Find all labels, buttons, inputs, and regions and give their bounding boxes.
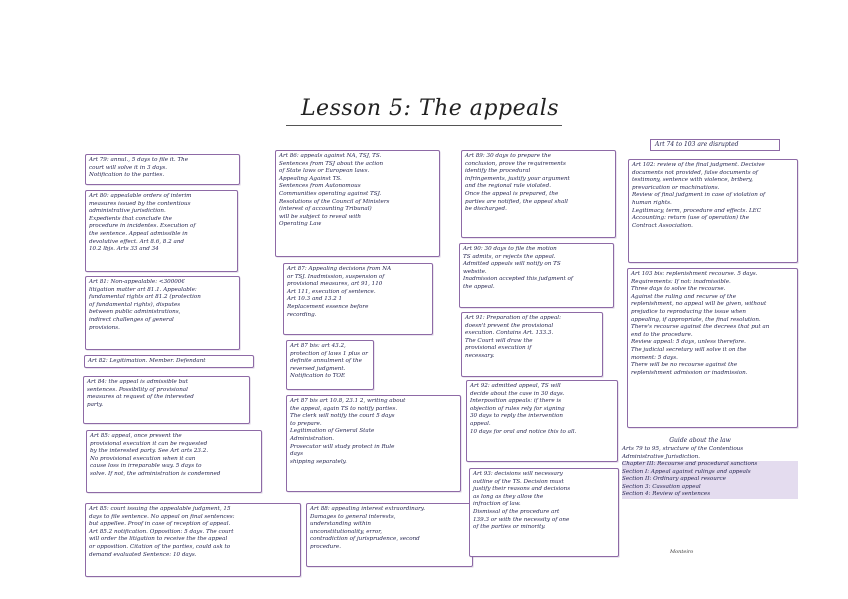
note-line: by the interested party. See Art arts 23.2. <box>90 448 209 455</box>
note-line: Prosecutor will study protect in Rule <box>290 443 395 450</box>
note-line: be discharged. <box>465 206 507 213</box>
note-line: replenishment admission or inadmission. <box>631 369 748 376</box>
note-art-80 <box>85 190 238 272</box>
note-line: appealing, if appropriate, the final resolution. <box>631 316 761 323</box>
note-line: or TSJ. Inadmission, suspension of <box>287 273 385 280</box>
note-line: Legitimation of General State <box>290 428 375 435</box>
note-line: conclusion, prove the requirements <box>465 160 566 167</box>
note-line: procedure in incidentes. Execution of <box>89 223 196 230</box>
guide-item: Section II: Ordinary appeal resource <box>622 476 798 484</box>
note-line: Art 86: appeals against NA, TSJ, TS. <box>279 153 382 159</box>
note-line: Damages to general interests, <box>310 513 396 520</box>
law-guide-list <box>622 446 798 499</box>
note-line: Art 103 bis: replenishment recourse. 5 days. <box>631 271 758 277</box>
guide-item: Arts 79 to 95, structure of the Contentious <box>622 446 744 452</box>
note-line: Art 85: appeal, once present the <box>90 433 182 439</box>
note-line: or opposition. Citation of the parties, could ask to <box>89 543 231 550</box>
note-line: Legitimacy, term, procedure and effects. LEC <box>632 207 762 214</box>
note-line: devolutive effect. Art 8.6, 8.2 and <box>89 238 185 245</box>
note-art-102 <box>628 159 798 263</box>
note-line: Dismissal of the procedure art <box>473 508 560 515</box>
note-line: Art 85.2 notification. Opposition: 5 days. The court <box>89 528 234 535</box>
note-line: recording. <box>287 311 317 318</box>
note-art-90 <box>459 243 614 308</box>
note-line: provisional execution if <box>465 345 532 352</box>
title-underline <box>286 125 562 126</box>
note-line: the sentence. Appeal admissible in <box>89 230 188 237</box>
note-line: the appeal, again TS to notify parties. <box>290 405 398 412</box>
note-line: Art 79: annul., 5 days to file it. The <box>89 157 189 163</box>
note-line: No provisional execution when it can <box>90 455 196 462</box>
note-line: Replacement essence before <box>287 303 369 310</box>
note-line: Interposition appeals: if there is <box>470 398 562 405</box>
note-line: protection of laws 1 plus or <box>290 350 368 357</box>
note-line: Sentences from Autonomous <box>279 183 361 190</box>
note-line: provisional execution it can be requested <box>90 440 208 447</box>
guide-item: Administrative Jurisdiction. <box>622 453 700 460</box>
note-line: human rights. <box>632 199 672 206</box>
note-art-92 <box>466 380 618 462</box>
note-art-89 <box>461 150 616 238</box>
guide-title: Guide about the law <box>669 437 731 444</box>
note-line: 30 days to reply the intervention <box>470 413 563 420</box>
note-line: Art 87: Appealing decisions from NA <box>287 266 392 272</box>
note-line: objection of rules rely for signing <box>470 405 565 412</box>
note-line: Against the ruling and recurse of the <box>631 293 737 300</box>
note-line: Administration. <box>290 435 335 442</box>
note-line: Art 82: Legitimation. Member. Defendant <box>88 358 206 364</box>
note-line: Appealing Against TS. <box>279 175 342 182</box>
disrupted-articles-badge: Art 74 to 103 are disrupted <box>650 139 780 151</box>
note-line: measures at request of the interested <box>87 394 194 401</box>
note-art-84 <box>83 376 250 424</box>
note-line: procedure. <box>310 543 342 550</box>
note-line: Admitted appeals will notify on TS <box>463 261 561 268</box>
note-line: provisions. <box>89 324 120 331</box>
note-line: reversed judgment. <box>290 365 346 372</box>
note-art-79 <box>85 154 240 185</box>
note-line: court will solve it in 3 days. <box>89 164 168 171</box>
note-line: Art 80: appealable orders of interim <box>89 193 192 199</box>
note-art-87-bis-writing <box>286 395 461 492</box>
note-line: cause loss in irreparable way. 5 days to <box>90 463 202 470</box>
note-line: Art 81: Non-appealable: <30000€ <box>89 279 185 285</box>
note-line: unconstitutionality, error, <box>310 528 383 535</box>
note-line: Art 90: 30 days to file the motion <box>463 246 557 252</box>
note-art-103-bis <box>627 268 798 428</box>
note-line: Notification to the parties. <box>89 172 165 179</box>
note-line: 139.3 or with the necessity of one <box>473 516 570 523</box>
note-line: decide about the case in 30 days. <box>470 390 565 397</box>
note-line: outline of the TS. Decision must <box>473 478 564 485</box>
note-line: Requirements: If not: inadmissible. <box>631 278 731 285</box>
note-line: Art 10.3 and 13.2 1 <box>287 296 343 303</box>
note-art-86 <box>275 150 440 257</box>
note-line: between public administrations, <box>89 309 181 316</box>
note-line: of fundamental rights), disputes <box>89 301 181 308</box>
note-art-93 <box>469 468 619 557</box>
note-art-87-bis <box>286 340 374 390</box>
note-line: There will be no recourse against the <box>631 362 738 369</box>
guide-item: Section 4: Review of sentences <box>622 491 798 499</box>
note-art-85-filing <box>85 503 301 577</box>
note-line: Art 91: Preparation of the appeal: <box>465 315 561 321</box>
note-line: The Court will draw the <box>465 337 533 344</box>
note-line: end to the procedure. <box>631 331 693 338</box>
note-line: definite annulment of the <box>290 358 362 365</box>
note-line: The judicial secretary will solve it on the <box>631 346 747 353</box>
note-line: Resolutions of the Council of Ministers <box>279 198 390 205</box>
note-line: administrative jurisdiction. <box>89 208 166 215</box>
note-line: Art 93: decisions will necessary <box>473 471 563 477</box>
note-line: documents not provided, false documents of <box>632 169 758 176</box>
note-line: contradiction of jurisprudence, second <box>310 536 420 543</box>
note-line: infraction of law. <box>473 501 521 508</box>
note-art-87 <box>283 263 433 335</box>
note-line: Art 102: review of the final judgment. Decisive <box>632 162 765 168</box>
guide-item: Chapter III: Recourse and procedural sanctions <box>622 461 798 469</box>
note-line: days to file sentence. No appeal on final sentences: <box>89 513 235 520</box>
note-line: The clerk will notify the court 5 days <box>290 413 395 420</box>
note-line: Operating Law <box>279 221 322 228</box>
note-line: Art 111, execution of sentence. <box>287 288 376 295</box>
note-line: Art 89: 30 days to prepare the <box>465 153 551 159</box>
note-line: necessary. <box>465 352 495 359</box>
note-line: Review appeal: 5 days, unless therefore. <box>631 339 746 346</box>
note-line: days <box>290 451 303 458</box>
note-line: to prepare. <box>290 420 322 427</box>
note-line: and the regional rule violated. <box>465 183 551 190</box>
note-line: execution. Contains Art. 133.3. <box>465 330 554 337</box>
note-line: 10.2 lbjs. Arts 33 and 34 <box>89 246 159 253</box>
note-line: of State laws or European laws. <box>279 168 370 175</box>
note-line: appeal. <box>470 420 491 427</box>
note-line: indirect challenges of general <box>89 316 174 323</box>
note-line: moment: 5 days. <box>631 354 678 361</box>
note-art-88 <box>306 503 473 567</box>
note-line: Art 87 bis art 10.8, 23.1 2, writing about <box>290 398 406 404</box>
note-line: infringements, justify your argument <box>465 175 570 182</box>
note-line: provisional measures, art 91, 110 <box>287 281 383 288</box>
note-line: Expedients that conclude the <box>89 215 172 222</box>
note-line: Art 87 bis: art 43.2, <box>290 343 346 349</box>
guide-item: Section I: Appeal against rulings and appeals <box>622 469 798 477</box>
note-line: will order the litigation to receive the the appeal <box>89 536 228 543</box>
note-line: fundamental rights art 81.2 (protection <box>89 294 201 301</box>
note-art-91 <box>461 312 603 377</box>
note-line: Accounting: return (use of operation) the <box>632 215 750 222</box>
note-art-81 <box>85 276 240 350</box>
note-line: as long as they allow the <box>473 493 544 500</box>
note-line: identify the procedural <box>465 168 531 175</box>
note-line: measures issued by the contentious <box>89 200 191 207</box>
note-line: Art 92: admitted appeal, TS will <box>470 383 561 389</box>
note-line: prejudice to reproducing the issue when <box>631 308 747 315</box>
note-line: Three days to solve the recourse. <box>631 286 726 293</box>
page-title: Lesson 5: The appeals <box>300 96 560 121</box>
note-line: (interest of accounting Tribunal) <box>279 206 372 213</box>
note-line: demand evaluated Sentence: 10 days. <box>89 551 197 558</box>
note-line: Inadmission accepted this judgment of <box>463 276 573 283</box>
note-line: will be subject to reveal with <box>279 213 362 220</box>
note-line: solve. If not, the administration is condemned <box>90 470 221 477</box>
note-line: replenishment, no appeal will be given, without <box>631 301 767 308</box>
note-line: TS admits, or rejects the appeal. <box>463 253 556 260</box>
note-line: the appeal. <box>463 283 495 290</box>
note-line: Sentences from TSJ about the action <box>279 160 384 167</box>
note-line: of the parties or minority. <box>473 524 546 531</box>
note-line: parties are notified, the appeal shall <box>465 198 568 205</box>
note-line: There's recourse against the decrees that put an <box>631 324 770 331</box>
note-line: but appellee. Proof in case of reception of appeal. <box>89 521 231 528</box>
note-line: understanding within <box>310 521 371 528</box>
note-line: Communities operating against TSJ. <box>279 190 382 197</box>
note-line: Review of final judgment in case of violation of <box>632 192 766 199</box>
note-art-82 <box>84 355 254 368</box>
note-line: website. <box>463 268 487 275</box>
note-line: Once the appeal is prepared, the <box>465 190 559 197</box>
note-line: litigation matter art 81.1. Appealable: <box>89 286 197 293</box>
note-line: party. <box>87 401 104 408</box>
note-art-85 <box>86 430 262 493</box>
author-signature: Monteiro <box>670 549 694 555</box>
note-line: Art 88: appealing interest extraordinary. <box>310 506 425 512</box>
note-line: shipping separately. <box>290 458 347 465</box>
note-line: doesn't prevent the provisional <box>465 322 554 329</box>
note-line: testimony, sentence with violence, bribery, <box>632 177 753 184</box>
note-line: justify their reasons and decisions <box>473 486 571 493</box>
guide-item: Section 3: Cassation appeal <box>622 484 798 492</box>
note-line: Art 85: court issuing the appealable judgment, 15 <box>89 506 231 512</box>
note-line: prevarication or machinations. <box>632 184 720 191</box>
note-line: Contract Association. <box>632 222 693 229</box>
note-line: Art 84: the appeal is admissible but <box>87 379 189 385</box>
note-line: Notification to TOE <box>290 373 346 380</box>
note-line: sentences. Possibility of provisional <box>87 386 188 393</box>
note-line: 10 days for oral and notice this to all. <box>470 428 577 435</box>
